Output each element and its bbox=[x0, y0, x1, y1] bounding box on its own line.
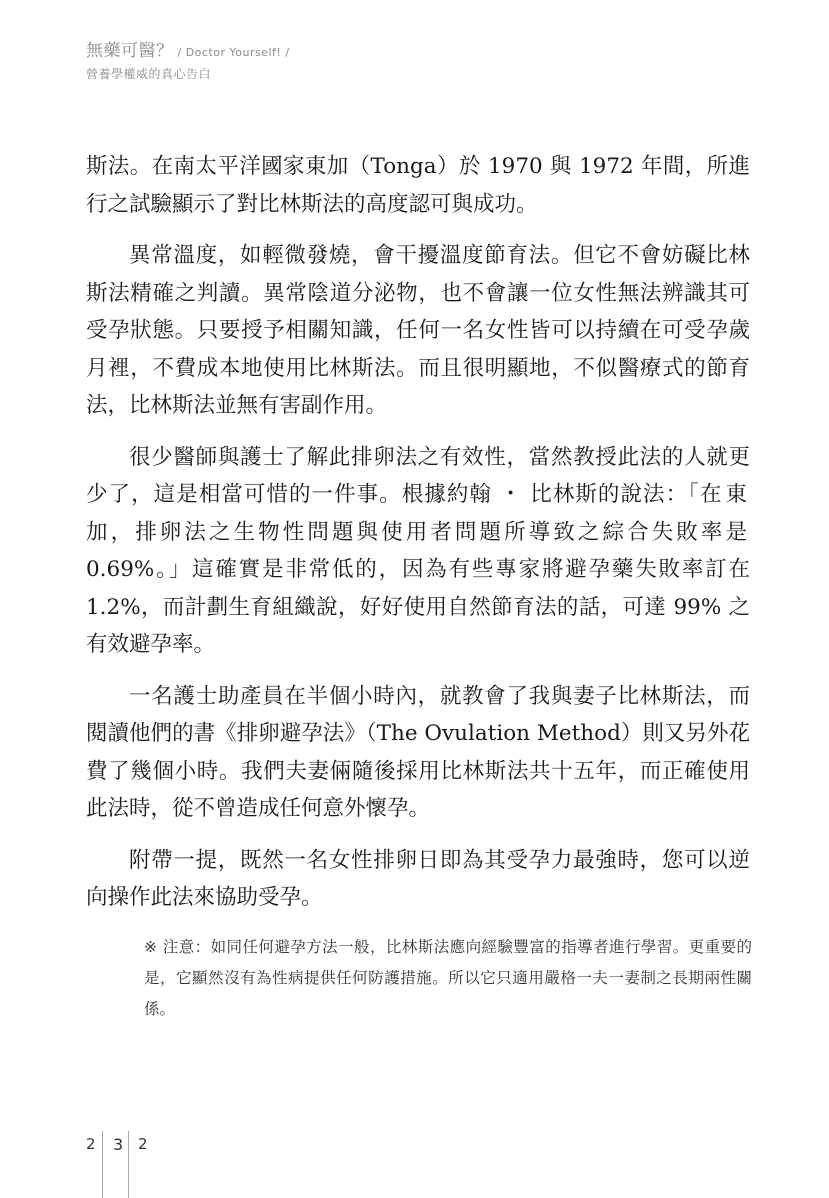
page-number-divider bbox=[102, 1131, 103, 1198]
paragraph-3-intro: 很少醫師與護士了解此排卵法之有效性，當然教授此法的人就更少了，這是相當可惜的一件事。根據約翰 ・ 比林斯的說法：「 bbox=[86, 444, 750, 507]
billings-quote: 在東加，排卵法之生物性問題與使用者問題所導致之綜合失敗率是 bbox=[86, 482, 750, 545]
paragraph-2: 異常溫度，如輕微發燒，會干擾溫度節育法。但它不會妨礙比林斯法精確之判讀。異常陰道分泌物，也不會讓一位女性無法辨識其可受孕狀態。只要授予相關知識，任何一名女性皆可以持續在可受孕歲月裡，不費成本地使用比林斯法。而且很明顯地，不似醫療式的節育法，比林斯法並無有害副作用。 bbox=[86, 243, 750, 418]
book-title: 無藥可醫？ bbox=[86, 41, 174, 61]
paragraph-3-rest: 0.69%。」這確實是非常低的，因為有些專家將避孕藥失敗率訂在 1.2%，而計劃生育組織說，好好使用自然節育法的話，可達 99% 之有效避孕率。 bbox=[86, 557, 750, 657]
running-header bbox=[86, 36, 290, 82]
page-number-digit-3: 2 bbox=[138, 1135, 148, 1153]
paragraph-1: 斯法。在南太平洋國家東加（Tonga）於 1970 與 1972 年間，所進行之試驗顯示了對比林斯法的高度認可與成功。 bbox=[86, 154, 750, 217]
page-number-digit-1: 2 bbox=[86, 1135, 96, 1153]
page-number-divider bbox=[128, 1131, 129, 1198]
paragraph-5: 附帶一提，既然一名女性排卵日即為其受孕力最強時，您可以逆向操作此法來協助受孕。 bbox=[86, 847, 750, 910]
footnote: ※ 注意：如同任何避孕方法一般，比林斯法應向經驗豐富的指導者進行學習。更重要的是，它顯然沒有為性病提供任何防護措施。所以它只適用嚴格一夫一妻制之長期兩性關係。 bbox=[144, 938, 752, 1018]
paragraph-3 bbox=[86, 439, 750, 664]
book-title-english: / Doctor Yourself! / bbox=[177, 46, 290, 59]
body-text bbox=[86, 148, 750, 931]
page-number-digit-2: 3 bbox=[113, 1135, 124, 1154]
paragraph-4: 一名護士助產員在半個小時內，就教會了我與妻子比林斯法，而閱讀他們的書《排卵避孕法》（The Ovulation Method）則又另外花費了幾個小時。我們夫妻倆隨後採用比林斯法共十五年，而正確使用此法時，從不曾造成任何意外懷孕。 bbox=[86, 683, 750, 821]
book-subtitle: 營養學權威的真心告白 bbox=[86, 67, 212, 81]
book-title-line bbox=[86, 36, 290, 61]
